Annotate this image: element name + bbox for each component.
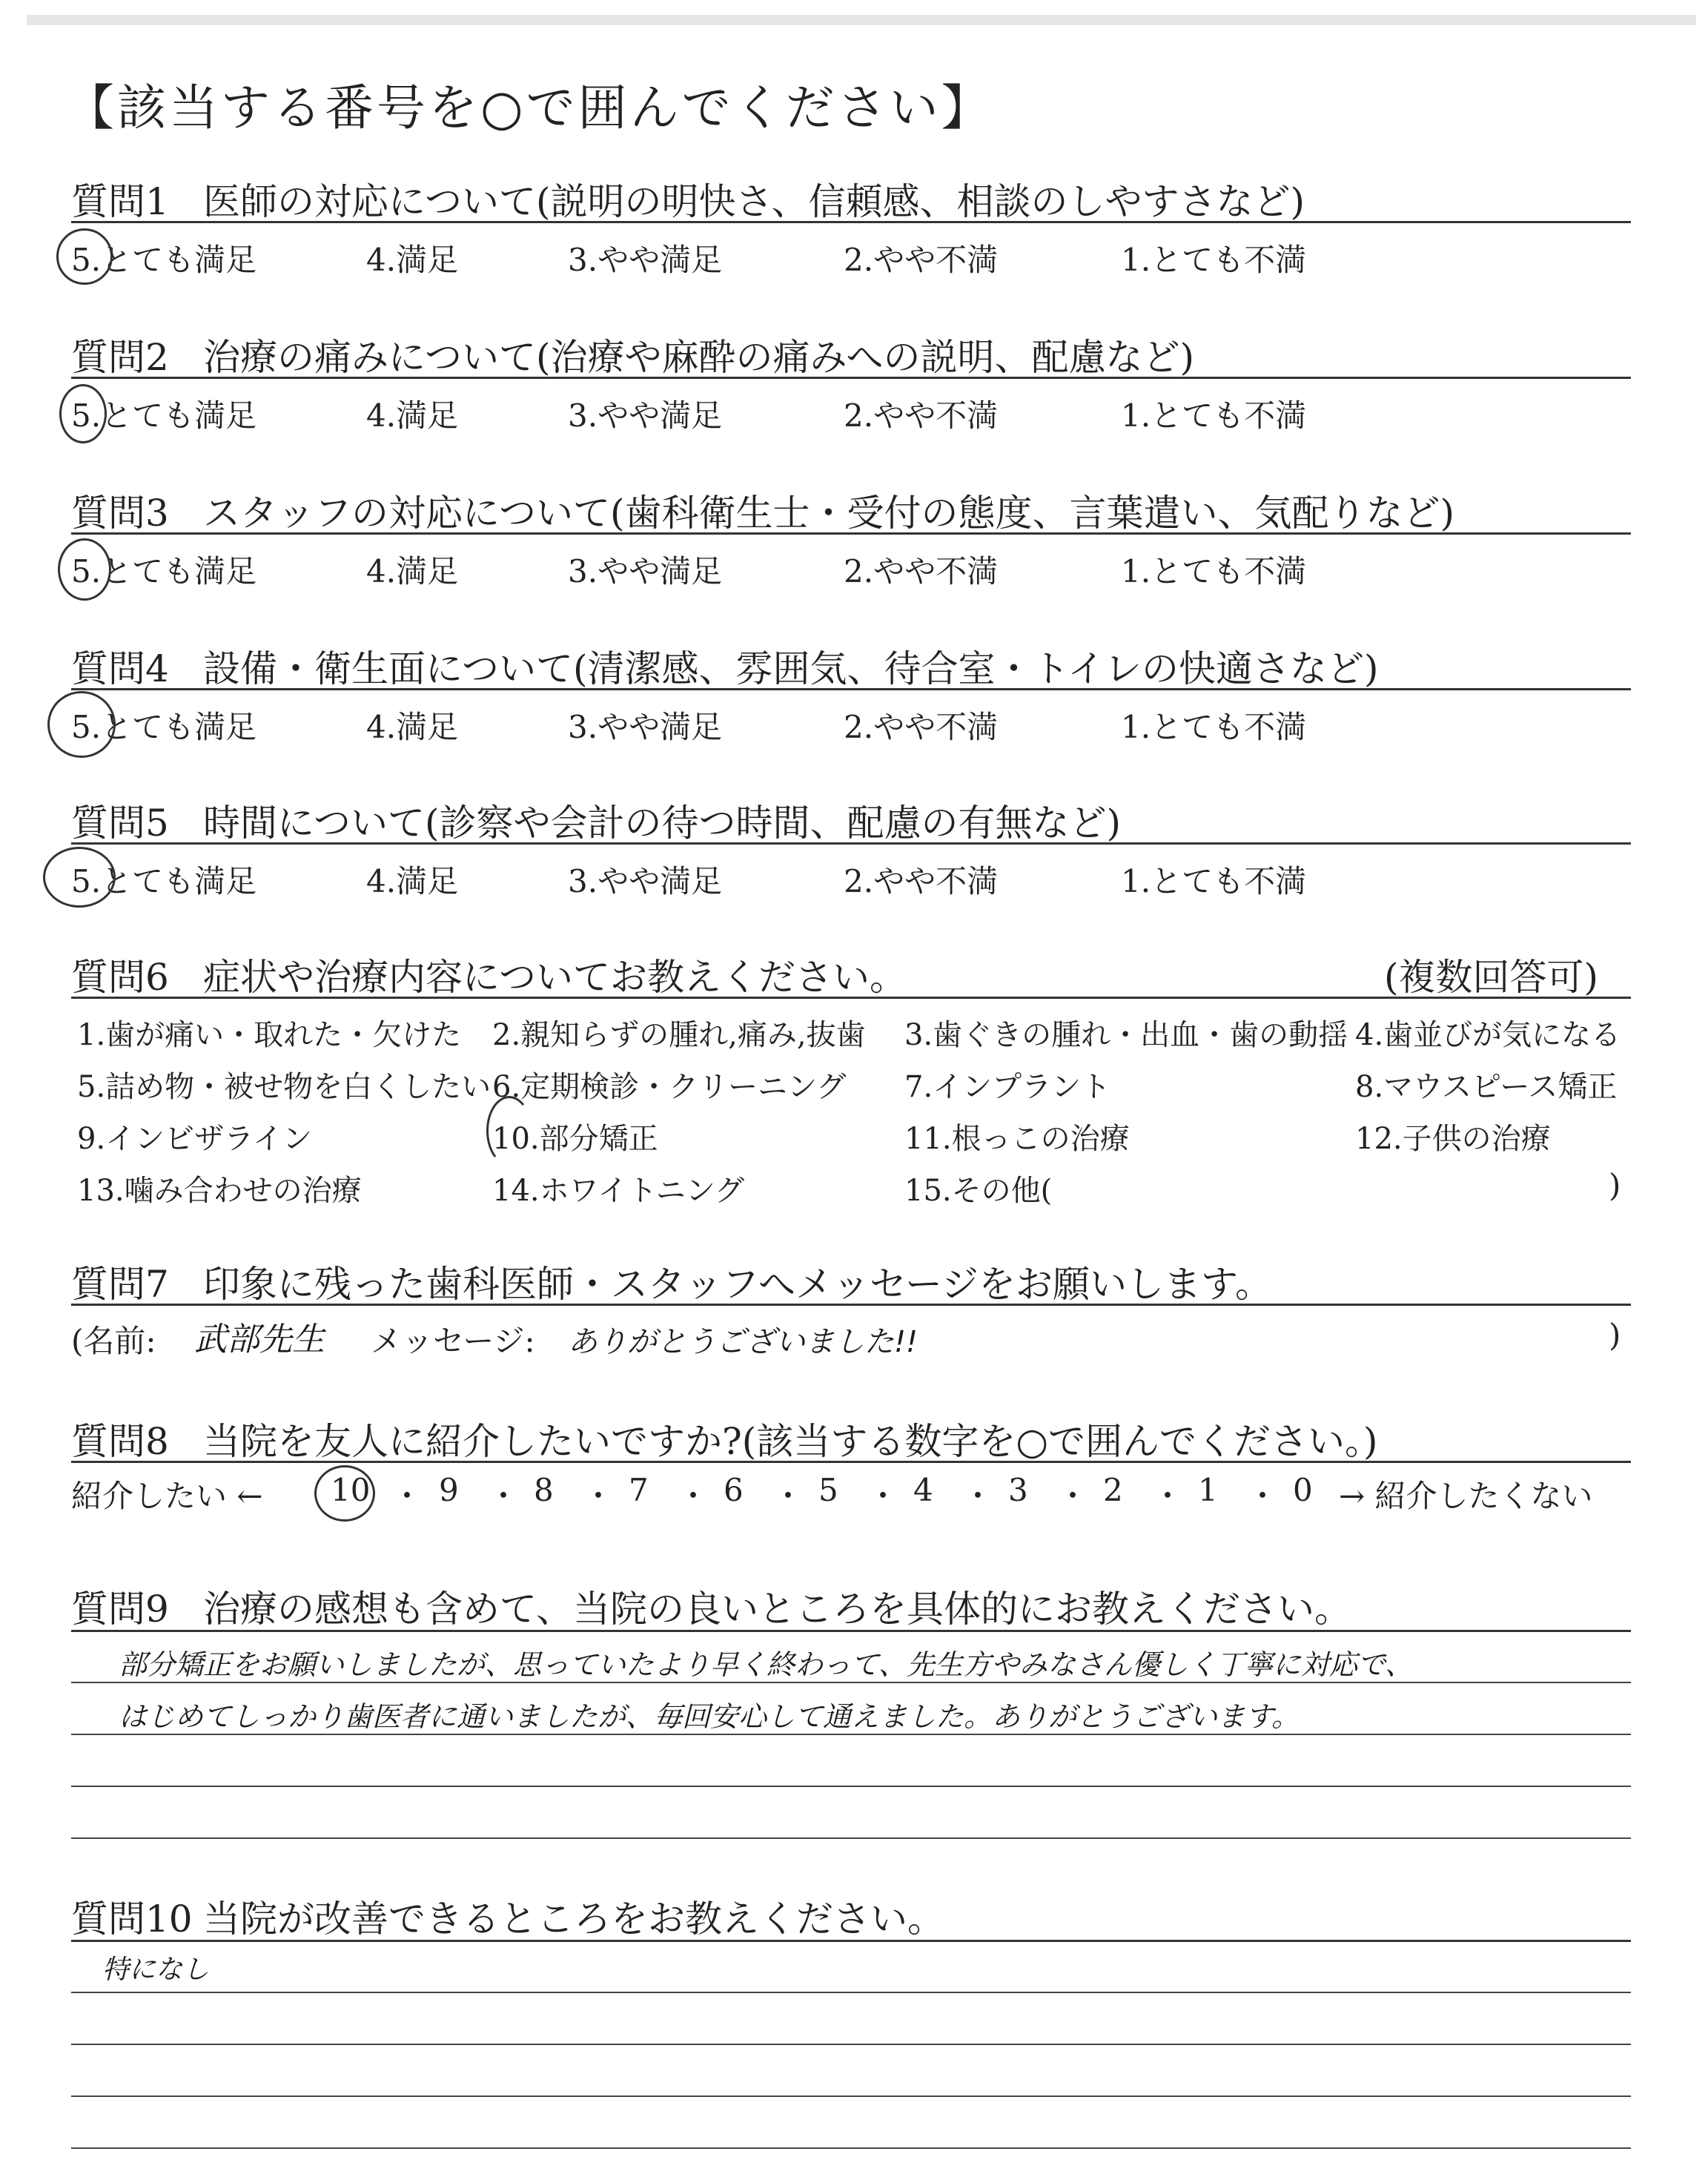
q9-answer-line-2[interactable]: はじめてしっかり歯医者に通いましたが、毎回安心して通えました。ありがとうございます。 (119, 1700, 1300, 1733)
q7-rule (71, 1304, 1631, 1306)
q4-option-1[interactable]: 1.とても不満 (1121, 709, 1307, 745)
q4-text: 設備・衛生面について(清潔感、雰囲気、待合室・トイレの快適さなど) (203, 647, 1379, 690)
page-title: 【該当する番号を○で囲んでください】 (65, 79, 993, 136)
scan-top-edge (27, 15, 1696, 25)
q1-option-1[interactable]: 1.とても不満 (1121, 242, 1307, 278)
q6-option-13[interactable]: 13.噛み合わせの治療 (77, 1174, 362, 1208)
q1-option-5[interactable]: 5.とても満足 (71, 242, 257, 278)
q3-option-1[interactable]: 1.とても不満 (1121, 553, 1307, 589)
q4-heading (71, 639, 1379, 693)
q8-scale-9[interactable]: 9 (439, 1472, 459, 1508)
q1-rule (71, 221, 1631, 223)
q10-rule (71, 1940, 1631, 1942)
q2-heading (71, 328, 1194, 381)
q6-answer-circle (486, 1096, 532, 1166)
q6-option-12[interactable]: 12.子供の治療 (1355, 1122, 1551, 1156)
q3-option-5[interactable]: 5.とても満足 (71, 553, 257, 589)
q7-text: 印象に残った歯科医師・スタッフへメッセージをお願いします。 (203, 1263, 1272, 1306)
q7-message-handwritten[interactable]: ありがとうございました!! (568, 1325, 918, 1359)
q8-scale-0[interactable]: 0 (1293, 1472, 1313, 1508)
scale-dot: ・ (1247, 1478, 1279, 1514)
q6-rule (71, 997, 1631, 999)
q8-text: 当院を友人に紹介したいですか?(該当する数字を○で囲んでください。) (203, 1420, 1378, 1463)
q5-text: 時間について(診察や会計の待つ時間、配慮の有無など) (203, 802, 1122, 845)
q8-heading (71, 1412, 1377, 1465)
q5-heading (71, 793, 1121, 847)
q2-option-2[interactable]: 2.やや不満 (844, 397, 999, 434)
q10-answer-line (71, 2044, 1631, 2045)
q4-option-4[interactable]: 4.満足 (366, 709, 459, 745)
q6-option-3[interactable]: 3.歯ぐきの腫れ・出血・歯の動揺 (904, 1018, 1348, 1052)
q7-name-handwritten[interactable]: 武部先生 (194, 1321, 325, 1358)
q9-rule (71, 1630, 1631, 1632)
q6-option-1[interactable]: 1.歯が痛い・取れた・欠けた (77, 1018, 462, 1052)
q4-option-2[interactable]: 2.やや不満 (844, 709, 999, 745)
q8-scale-3[interactable]: 3 (1008, 1472, 1028, 1508)
q5-rule (71, 842, 1631, 845)
q6-option-14[interactable]: 14.ホワイトニング (492, 1174, 745, 1208)
q2-rule (71, 377, 1631, 379)
q1-label: 質問1 (71, 180, 169, 223)
q8-scale-6[interactable]: 6 (724, 1472, 744, 1508)
scale-dot: ・ (1152, 1478, 1184, 1514)
q6-option-8[interactable]: 8.マウスピース矯正 (1355, 1070, 1618, 1104)
q4-rule (71, 688, 1631, 690)
q9-answer-line-1[interactable]: 部分矯正をお願いしましたが、思っていたより早く終わって、先生方やみなさん優しく丁寧に対応で、 (119, 1648, 1414, 1681)
q7-label: 質問7 (71, 1263, 169, 1306)
q8-left-label: 紹介したい ← (71, 1478, 263, 1514)
q2-option-3[interactable]: 3.やや満足 (568, 397, 723, 434)
q8-scale (71, 1472, 1635, 1516)
q1-option-2[interactable]: 2.やや不満 (844, 242, 999, 278)
q9-answer-line (71, 1734, 1631, 1735)
q5-option-4[interactable]: 4.満足 (366, 863, 459, 899)
q6-label: 質問6 (71, 956, 169, 999)
q9-heading (71, 1579, 1351, 1633)
q3-option-3[interactable]: 3.やや満足 (568, 553, 723, 589)
q4-option-5[interactable]: 5.とても満足 (71, 709, 257, 745)
q5-answer-circle (43, 847, 116, 908)
q9-answer-line (71, 1786, 1631, 1787)
q6-heading (71, 948, 907, 1001)
q10-answer-line (71, 1992, 1631, 1993)
q6-option-6[interactable]: 6.定期検診・クリーニング (492, 1070, 847, 1104)
q8-scale-4[interactable]: 4 (913, 1472, 933, 1508)
q8-answer-circle (314, 1465, 375, 1522)
scale-dot: ・ (772, 1478, 804, 1514)
scale-dot: ・ (678, 1478, 709, 1514)
q1-option-4[interactable]: 4.満足 (366, 242, 459, 278)
q6-option-5[interactable]: 5.詰め物・被せ物を白くしたい (77, 1070, 491, 1104)
q10-answer-line (71, 2147, 1631, 2149)
q8-scale-8[interactable]: 8 (534, 1472, 554, 1508)
q3-option-4[interactable]: 4.満足 (366, 553, 459, 589)
q6-multi-note: (複数回答可) (1383, 956, 1598, 999)
q2-text: 治療の痛みについて(治療や麻酔の痛みへの説明、配慮など) (203, 336, 1195, 379)
q3-rule (71, 532, 1631, 535)
q3-text: スタッフの対応について(歯科衛生士・受付の態度、言葉遣い、気配りなど) (203, 492, 1455, 535)
q3-option-2[interactable]: 2.やや不満 (844, 553, 999, 589)
q6-option-11[interactable]: 11.根っこの治療 (904, 1122, 1130, 1156)
q6-text: 症状や治療内容についてお教えください。 (203, 956, 907, 999)
q6-option-10[interactable]: 10.部分矯正 (492, 1122, 658, 1156)
scale-dot: ・ (1057, 1478, 1089, 1514)
q7-heading (71, 1255, 1272, 1308)
q10-heading (71, 1889, 944, 1943)
scale-dot: ・ (867, 1478, 899, 1514)
q1-option-3[interactable]: 3.やや満足 (568, 242, 723, 278)
q8-scale-2[interactable]: 2 (1103, 1472, 1123, 1508)
q8-right-label: → 紹介したくない (1339, 1478, 1593, 1514)
q6-option-2[interactable]: 2.親知らずの腫れ,痛み,抜歯 (492, 1018, 866, 1052)
q8-scale-5[interactable]: 5 (818, 1472, 838, 1508)
q10-answer-line (71, 2095, 1631, 2097)
q9-label: 質問9 (71, 1588, 169, 1631)
q10-answer-handwritten[interactable]: 特になし (102, 1955, 210, 1985)
q2-label: 質問2 (71, 336, 169, 379)
q5-label: 質問5 (71, 802, 169, 845)
q7-close-paren: ) (1609, 1317, 1621, 1353)
q7-message-label: メッセージ: (371, 1323, 535, 1359)
q6-option-15[interactable]: 15.その他( (904, 1174, 1053, 1208)
q5-option-2[interactable]: 2.やや不満 (844, 863, 999, 899)
scale-dot: ・ (583, 1478, 615, 1514)
q4-option-3[interactable]: 3.やや満足 (568, 709, 723, 745)
q3-answer-circle (58, 538, 111, 601)
q10-text: 当院が改善できるところをお教えください。 (203, 1898, 944, 1941)
q10-label: 質問10 (71, 1898, 193, 1941)
scale-dot: ・ (488, 1478, 520, 1514)
q6-option-4[interactable]: 4.歯並びが気になる (1355, 1018, 1621, 1052)
q3-label: 質問3 (71, 492, 169, 535)
scale-dot: ・ (962, 1478, 994, 1514)
q2-option-5[interactable]: 5.とても満足 (71, 397, 257, 434)
q5-option-1[interactable]: 1.とても不満 (1121, 863, 1307, 899)
q9-answer-line (71, 1837, 1631, 1839)
q8-rule (71, 1461, 1631, 1463)
q9-text: 治療の感想も含めて、当院の良いところを具体的にお教えください。 (203, 1588, 1351, 1631)
q8-label: 質問8 (71, 1420, 169, 1463)
q1-answer-circle (56, 228, 113, 285)
q8-scale-1[interactable]: 1 (1198, 1472, 1218, 1508)
q6-option-7[interactable]: 7.インプラント (904, 1070, 1111, 1104)
q4-label: 質問4 (71, 647, 169, 690)
q6-other-close-paren: ) (1609, 1167, 1621, 1203)
q1-heading (71, 172, 1305, 225)
q8-scale-10[interactable]: 10 (331, 1472, 371, 1508)
q2-option-4[interactable]: 4.満足 (366, 397, 459, 434)
q8-scale-7[interactable]: 7 (629, 1472, 649, 1508)
q2-option-1[interactable]: 1.とても不満 (1121, 397, 1307, 434)
q4-answer-circle (47, 691, 116, 758)
q1-text: 医師の対応について(説明の明快さ、信頼感、相談のしやすさなど) (203, 180, 1305, 223)
q6-option-9[interactable]: 9.インビザライン (77, 1122, 312, 1156)
q5-option-3[interactable]: 3.やや満足 (568, 863, 723, 899)
q5-option-5[interactable]: 5.とても満足 (71, 863, 257, 899)
scale-dot: ・ (391, 1478, 423, 1514)
q7-name-label: (名前: (71, 1323, 156, 1359)
q2-answer-circle (59, 384, 107, 443)
q9-answer-line (71, 1682, 1631, 1683)
q3-heading (71, 483, 1454, 537)
